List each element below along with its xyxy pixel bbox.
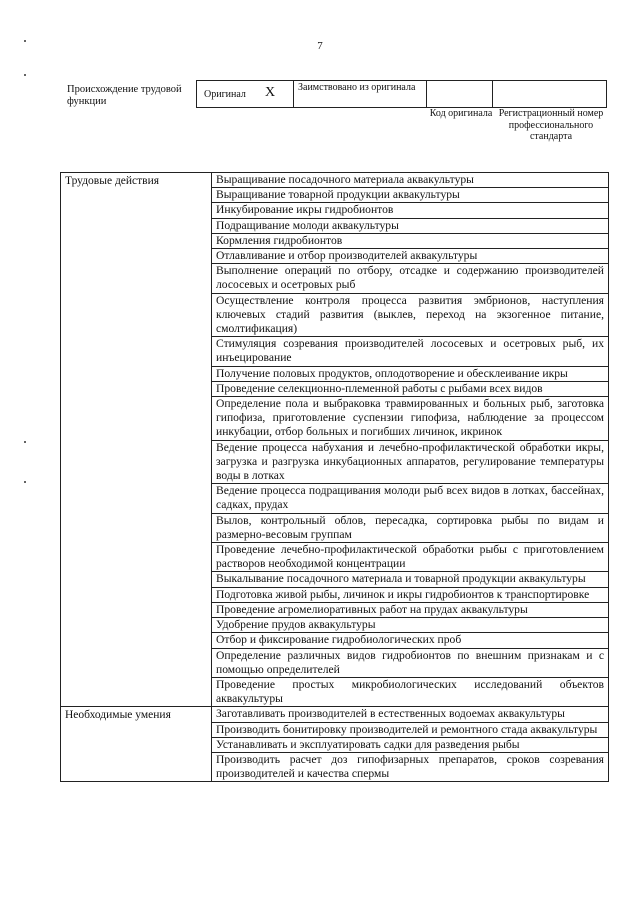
scan-speck [24, 40, 26, 42]
list-item: Производить бонитировку производителей и ремонтного стада аквакультуры [212, 722, 608, 737]
section-title: Трудовые действия [61, 173, 212, 707]
list-item: Подращивание молоди аквакультуры [212, 218, 608, 233]
list-item: Проведение селекционно-племенной работы с рыбами всех видов [212, 381, 608, 396]
section-row [61, 707, 609, 782]
list-item: Осуществление контроля процесса развития эмбрионов, наступления ключевых стадий развития (выклев, переход на экзогенное питание, смолтификация) [212, 293, 608, 337]
section-items [212, 707, 609, 782]
origin-table [196, 80, 607, 108]
list-item: Выполнение операций по отбору, отсадке и содержанию производителей лососевых и осетровых рыб [212, 263, 608, 292]
section-items [212, 173, 609, 707]
list-item: Производить расчет доз гипофизарных препаратов, сроков созревания производителей и качества спермы [212, 752, 608, 781]
reg-number-cell [493, 81, 607, 107]
list-item: Кормления гидробионтов [212, 233, 608, 248]
list-item: Получение половых продуктов, оплодотворение и обесклеивание икры [212, 366, 608, 381]
origin-label: Происхождение трудовой функции [67, 84, 182, 107]
code-label: Код оригинала [429, 108, 493, 119]
list-item: Вылов, контрольный облов, пересадка, сортировка рыбы по видам и размерно-весовым группам [212, 513, 608, 542]
page-number: 7 [317, 40, 323, 52]
original-label: Оригинал [204, 89, 246, 100]
list-item: Подготовка живой рыбы, личинок и икры гидробионтов к транспортировке [212, 587, 608, 602]
reg-number-label: Регистрационный номер профессионального стандарта [498, 108, 604, 142]
section-title: Необходимые умения [61, 707, 212, 782]
list-item: Проведение простых микробиологических исследований объектов аквакультуры [212, 677, 608, 706]
list-item: Заготавливать производителей в естественных водоемах аквакультуры [216, 707, 565, 721]
list-item: Проведение лечебно-профилактической обработки рыбы с приготовлением растворов необходимой концентрации [212, 542, 608, 571]
list-item: Отлавливание и отбор производителей аквакультуры [212, 248, 608, 263]
list-item: Выращивание посадочного материала аквакультуры [216, 173, 474, 186]
labor-function-table [60, 172, 609, 782]
list-item: Отбор и фиксирование гидробиологических проб [212, 632, 608, 647]
list-item: Определение пола и выбраковка травмированных и больных рыб, заготовка гипофиза, приготовление суспензии гипофиза, наблюдение за процессом инкубации, отбор больных и погибших личинок, икринок [212, 396, 608, 440]
original-cell [197, 81, 294, 107]
scan-speck [24, 74, 26, 76]
list-item: Удобрение прудов аквакультуры [212, 617, 608, 632]
list-item: Проведение агромелиоративных работ на прудах аквакультуры [212, 602, 608, 617]
list-item: Определение различных видов гидробионтов по внешним признакам и с помощью определителей [212, 648, 608, 677]
list-item: Инкубирование икры гидробионтов [212, 202, 608, 217]
section-row [61, 173, 609, 707]
scan-speck [24, 481, 26, 483]
list-item: Стимуляция созревания производителей лососевых и осетровых рыб, их инъецирование [212, 336, 608, 365]
borrowed-label: Заимствовано из оригинала [294, 81, 427, 107]
list-item: Устанавливать и эксплуатировать садки для разведения рыбы [212, 737, 608, 752]
original-mark: X [265, 85, 276, 100]
code-cell [427, 81, 493, 107]
list-item: Ведение процесса подращивания молоди рыб всех видов в лотках, бассейнах, садках, прудах [212, 483, 608, 512]
list-item: Выкалывание посадочного материала и товарной продукции аквакультуры [212, 571, 608, 586]
scan-speck [24, 441, 26, 443]
list-item: Ведение процесса набухания и лечебно-профилактической обработки икры, загрузка и разгрузка инкубационных аппаратов, регулирование температуры воды в лотках [212, 440, 608, 484]
list-item: Выращивание товарной продукции аквакультуры [212, 187, 608, 202]
